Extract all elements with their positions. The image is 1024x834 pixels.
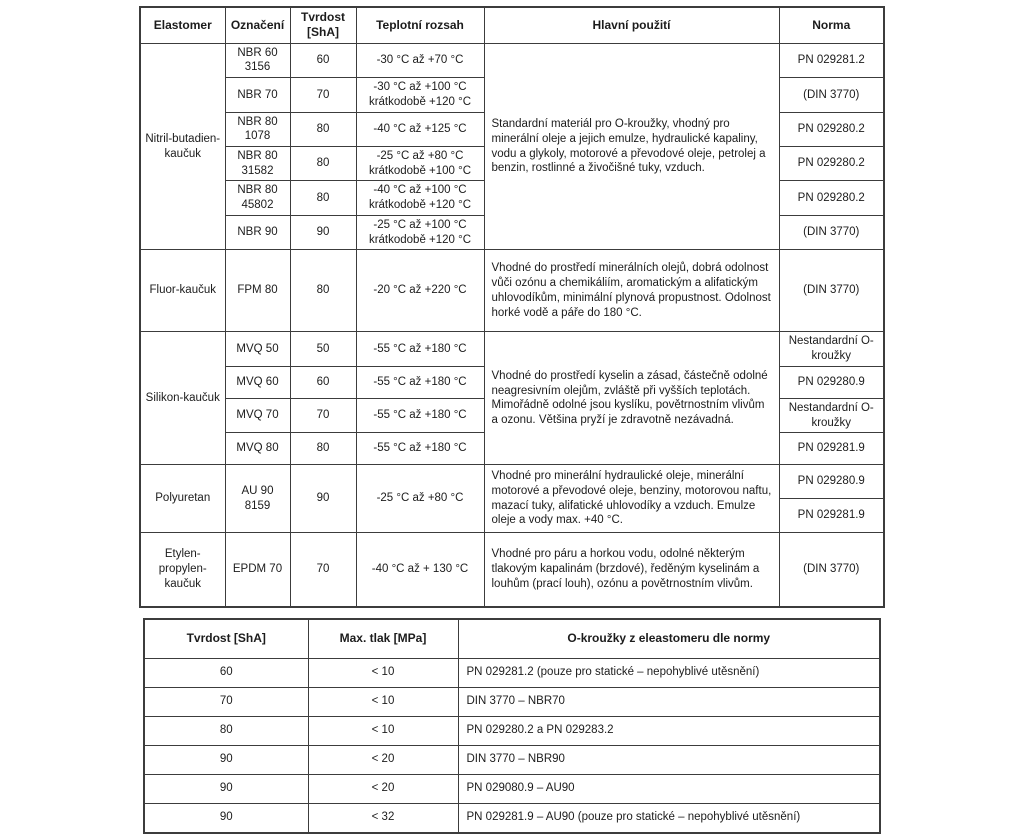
cell-norma: (DIN 3770) xyxy=(779,250,884,332)
cell-rozsah: -25 °C až +80 °C xyxy=(356,465,484,533)
cell-norma-popis: PN 029281.9 – AU90 (pouze pro statické – nepohyblivé utěsnění) xyxy=(458,803,880,833)
table2-header-row xyxy=(144,619,880,659)
cell-tlak: < 10 xyxy=(308,658,458,687)
cell-pouziti-epdm: Vhodné pro páru a horkou vodu, odolné některým tlakovým kapalinám (brzdové), ředěným kyselinám a louhům (prací louh), ozónu a povětrnostním vlivům. xyxy=(484,533,779,607)
table-row xyxy=(140,533,884,607)
cell-norma-popis: PN 029281.2 (pouze pro statické – nepohyblivé utěsnění) xyxy=(458,658,880,687)
cell-tvrdost: 80 xyxy=(290,181,356,215)
cell-tlak: < 20 xyxy=(308,745,458,774)
cell-norma-popis: DIN 3770 – NBR70 xyxy=(458,687,880,716)
cell-rozsah: -55 °C až +180 °C xyxy=(356,366,484,398)
cell-norma: (DIN 3770) xyxy=(779,215,884,249)
table-row xyxy=(144,658,880,687)
cell-rozsah: -20 °C až +220 °C xyxy=(356,250,484,332)
cell-norma: PN 029280.2 xyxy=(779,181,884,215)
header-oznaceni: Označení xyxy=(225,7,290,43)
cell-pouziti-silikon: Vhodné do prostředí kyselin a zásad, částečně odolné neagresivním olejům, zvláště při vyšších teplotách. Mimořádně odolné jsou kyslíku, povětrnostním vlivům a ozonu. Většina pryží je zdravotně nezávadná. xyxy=(484,332,779,465)
group-name-silikon: Silikon-kaučuk xyxy=(140,332,225,465)
cell-norma: (DIN 3770) xyxy=(779,78,884,112)
cell-tvrdost: 70 xyxy=(144,687,308,716)
cell-oznaceni: MVQ 80 xyxy=(225,433,290,465)
header-max-tlak: Max. tlak [MPa] xyxy=(308,619,458,659)
header-norma: Norma xyxy=(779,7,884,43)
cell-tvrdost: 80 xyxy=(144,716,308,745)
group-name-polyuretan: Polyuretan xyxy=(140,465,225,533)
header-teplotni-rozsah: Teplotní rozsah xyxy=(356,7,484,43)
header-tvrdost: Tvrdost [ShA] xyxy=(290,7,356,43)
cell-tvrdost: 80 xyxy=(290,147,356,181)
cell-rozsah: -55 °C až +180 °C xyxy=(356,398,484,432)
cell-tvrdost: 90 xyxy=(290,215,356,249)
cell-tvrdost: 60 xyxy=(290,43,356,77)
cell-norma-popis: DIN 3770 – NBR90 xyxy=(458,745,880,774)
hardness-pressure-table xyxy=(143,618,881,834)
table-row xyxy=(140,465,884,499)
cell-tvrdost: 60 xyxy=(144,658,308,687)
cell-rozsah: -55 °C až +180 °C xyxy=(356,433,484,465)
cell-oznaceni: MVQ 70 xyxy=(225,398,290,432)
cell-norma: PN 029281.9 xyxy=(779,499,884,533)
cell-tlak: < 10 xyxy=(308,687,458,716)
group-name-epdm: Etylen-propylen-kaučuk xyxy=(140,533,225,607)
cell-norma: PN 029281.9 xyxy=(779,433,884,465)
cell-rozsah: -40 °C až +100 °C krátkodobě +120 °C xyxy=(356,181,484,215)
cell-tvrdost: 80 xyxy=(290,433,356,465)
cell-tvrdost: 70 xyxy=(290,398,356,432)
table-row xyxy=(144,745,880,774)
cell-tvrdost: 90 xyxy=(290,465,356,533)
table-row xyxy=(140,332,884,366)
cell-norma-popis: PN 029280.2 a PN 029283.2 xyxy=(458,716,880,745)
cell-norma: PN 029280.2 xyxy=(779,147,884,181)
cell-rozsah: -25 °C až +100 °C krátkodobě +120 °C xyxy=(356,215,484,249)
cell-rozsah: -30 °C až +70 °C xyxy=(356,43,484,77)
cell-tlak: < 32 xyxy=(308,803,458,833)
cell-norma: Nestandardní O-kroužky xyxy=(779,332,884,366)
cell-tvrdost: 80 xyxy=(290,250,356,332)
elastomer-properties-table xyxy=(139,6,885,608)
table-row xyxy=(144,803,880,833)
cell-oznaceni: EPDM 70 xyxy=(225,533,290,607)
cell-oznaceni: NBR 90 xyxy=(225,215,290,249)
cell-rozsah: -55 °C až +180 °C xyxy=(356,332,484,366)
cell-oznaceni: NBR 70 xyxy=(225,78,290,112)
cell-rozsah: -40 °C až +125 °C xyxy=(356,112,484,146)
cell-oznaceni: MVQ 50 xyxy=(225,332,290,366)
table-row xyxy=(144,716,880,745)
table-row xyxy=(140,43,884,77)
cell-tvrdost: 80 xyxy=(290,112,356,146)
cell-tvrdost: 90 xyxy=(144,745,308,774)
cell-oznaceni: FPM 80 xyxy=(225,250,290,332)
table-row xyxy=(144,774,880,803)
cell-tvrdost: 90 xyxy=(144,774,308,803)
cell-norma: (DIN 3770) xyxy=(779,533,884,607)
cell-pouziti-nitril: Standardní materiál pro O-kroužky, vhodný pro minerální oleje a jejich emulze, hydraulické kapaliny, vodu a glykoly, motorové a převodové oleje, petrolej a benzin, rostlinné a živočišné tuky, vzduch. xyxy=(484,43,779,250)
cell-norma-popis: PN 029080.9 – AU90 xyxy=(458,774,880,803)
cell-norma: PN 029280.9 xyxy=(779,465,884,499)
cell-norma: PN 029281.2 xyxy=(779,43,884,77)
cell-norma: PN 029280.9 xyxy=(779,366,884,398)
header-elastomer: Elastomer xyxy=(140,7,225,43)
cell-tvrdost: 90 xyxy=(144,803,308,833)
cell-tvrdost: 60 xyxy=(290,366,356,398)
cell-oznaceni: NBR 80 45802 xyxy=(225,181,290,215)
cell-tlak: < 10 xyxy=(308,716,458,745)
cell-tvrdost: 70 xyxy=(290,533,356,607)
cell-tvrdost: 50 xyxy=(290,332,356,366)
cell-pouziti-fluor: Vhodné do prostředí minerálních olejů, dobrá odolnost vůči ozónu a chemikáliím, aromatickým a alifatickým uhlovodíkům, minimální plynová propustnost. Odolnost horké vodě a páře do 180 °C. xyxy=(484,250,779,332)
group-name-fluor: Fluor-kaučuk xyxy=(140,250,225,332)
cell-pouziti-polyuretan: Vhodné pro minerální hydraulické oleje, minerální motorové a převodové oleje, benziny, motorovou naftu, mazací tuky, alifatické uhlovodíky a vzduch. Emulze oleje a vody max. +40 °C. xyxy=(484,465,779,533)
cell-oznaceni: AU 90 8159 xyxy=(225,465,290,533)
cell-oznaceni: NBR 60 3156 xyxy=(225,43,290,77)
cell-oznaceni: NBR 80 1078 xyxy=(225,112,290,146)
cell-tvrdost: 70 xyxy=(290,78,356,112)
table-row xyxy=(140,250,884,332)
cell-oznaceni: MVQ 60 xyxy=(225,366,290,398)
cell-tlak: < 20 xyxy=(308,774,458,803)
cell-norma: Nestandardní O-kroužky xyxy=(779,398,884,432)
cell-rozsah: -25 °C až +80 °C krátkodobě +100 °C xyxy=(356,147,484,181)
header-tvrdost2: Tvrdost [ShA] xyxy=(144,619,308,659)
cell-oznaceni: NBR 80 31582 xyxy=(225,147,290,181)
table-row xyxy=(144,687,880,716)
group-name-nitril: Nitril-butadien-kaučuk xyxy=(140,43,225,250)
header-hlavni-pouziti: Hlavní použití xyxy=(484,7,779,43)
cell-rozsah: -40 °C až + 130 °C xyxy=(356,533,484,607)
table1-header-row xyxy=(140,7,884,43)
header-okrouzky-norma: O-kroužky z eleastomeru dle normy xyxy=(458,619,880,659)
cell-rozsah: -30 °C až +100 °C krátkodobě +120 °C xyxy=(356,78,484,112)
cell-norma: PN 029280.2 xyxy=(779,112,884,146)
